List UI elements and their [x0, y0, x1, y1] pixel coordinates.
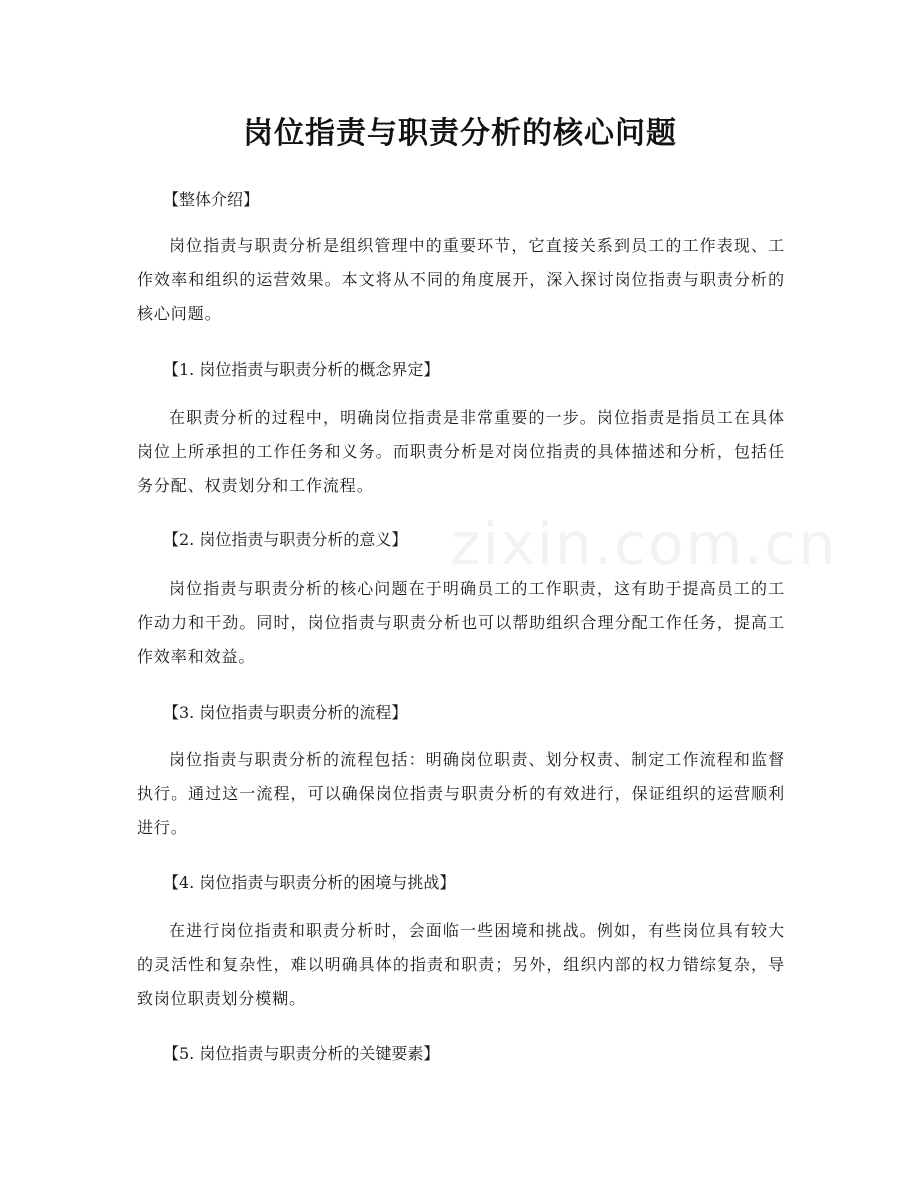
section-heading-5: 【5. 岗位指责与职责分析的关键要素】 [163, 1044, 440, 1063]
section-heading-4: 【4. 岗位指责与职责分析的困境与挑战】 [163, 873, 456, 892]
section-paragraph-2: 岗位指责与职责分析的核心问题在于明确员工的工作职责，这有助于提高员工的工作动力和干劲。同时，岗位指责与职责分析也可以帮助组织合理分配工作任务，提高工作效率和效益。 [137, 579, 785, 666]
page-title: 岗位指责与职责分析的核心问题 [243, 116, 677, 151]
section-paragraph-1: 在职责分析的过程中，明确岗位指责是非常重要的一步。岗位指责是指员工在具体岗位上所承担的工作任务和义务。而职责分析是对岗位指责的具体描述和分析，包括任务分配、权责划分和工作流程。 [137, 408, 785, 495]
section-heading-intro: 【整体介绍】 [163, 190, 260, 209]
section-heading-3: 【3. 岗位指责与职责分析的流程】 [163, 703, 408, 722]
watermark: zixin.com.cn [450, 510, 838, 578]
section-heading-2: 【2. 岗位指责与职责分析的意义】 [163, 530, 408, 549]
section-paragraph-4: 在进行岗位指责和职责分析时，会面临一些困境和挑战。例如，有些岗位具有较大的灵活性和复杂性，难以明确具体的指责和职责；另外，组织内部的权力错综复杂，导致岗位职责划分模糊。 [137, 921, 785, 1008]
section-heading-1: 【1. 岗位指责与职责分析的概念界定】 [163, 360, 440, 379]
section-paragraph-3: 岗位指责与职责分析的流程包括：明确岗位职责、划分权责、制定工作流程和监督执行。通过这一流程，可以确保岗位指责与职责分析的有效进行，保证组织的运营顺利进行。 [137, 750, 785, 837]
section-paragraph-intro: 岗位指责与职责分析是组织管理中的重要环节，它直接关系到员工的工作表现、工作效率和组织的运营效果。本文将从不同的角度展开，深入探讨岗位指责与职责分析的核心问题。 [137, 236, 785, 323]
